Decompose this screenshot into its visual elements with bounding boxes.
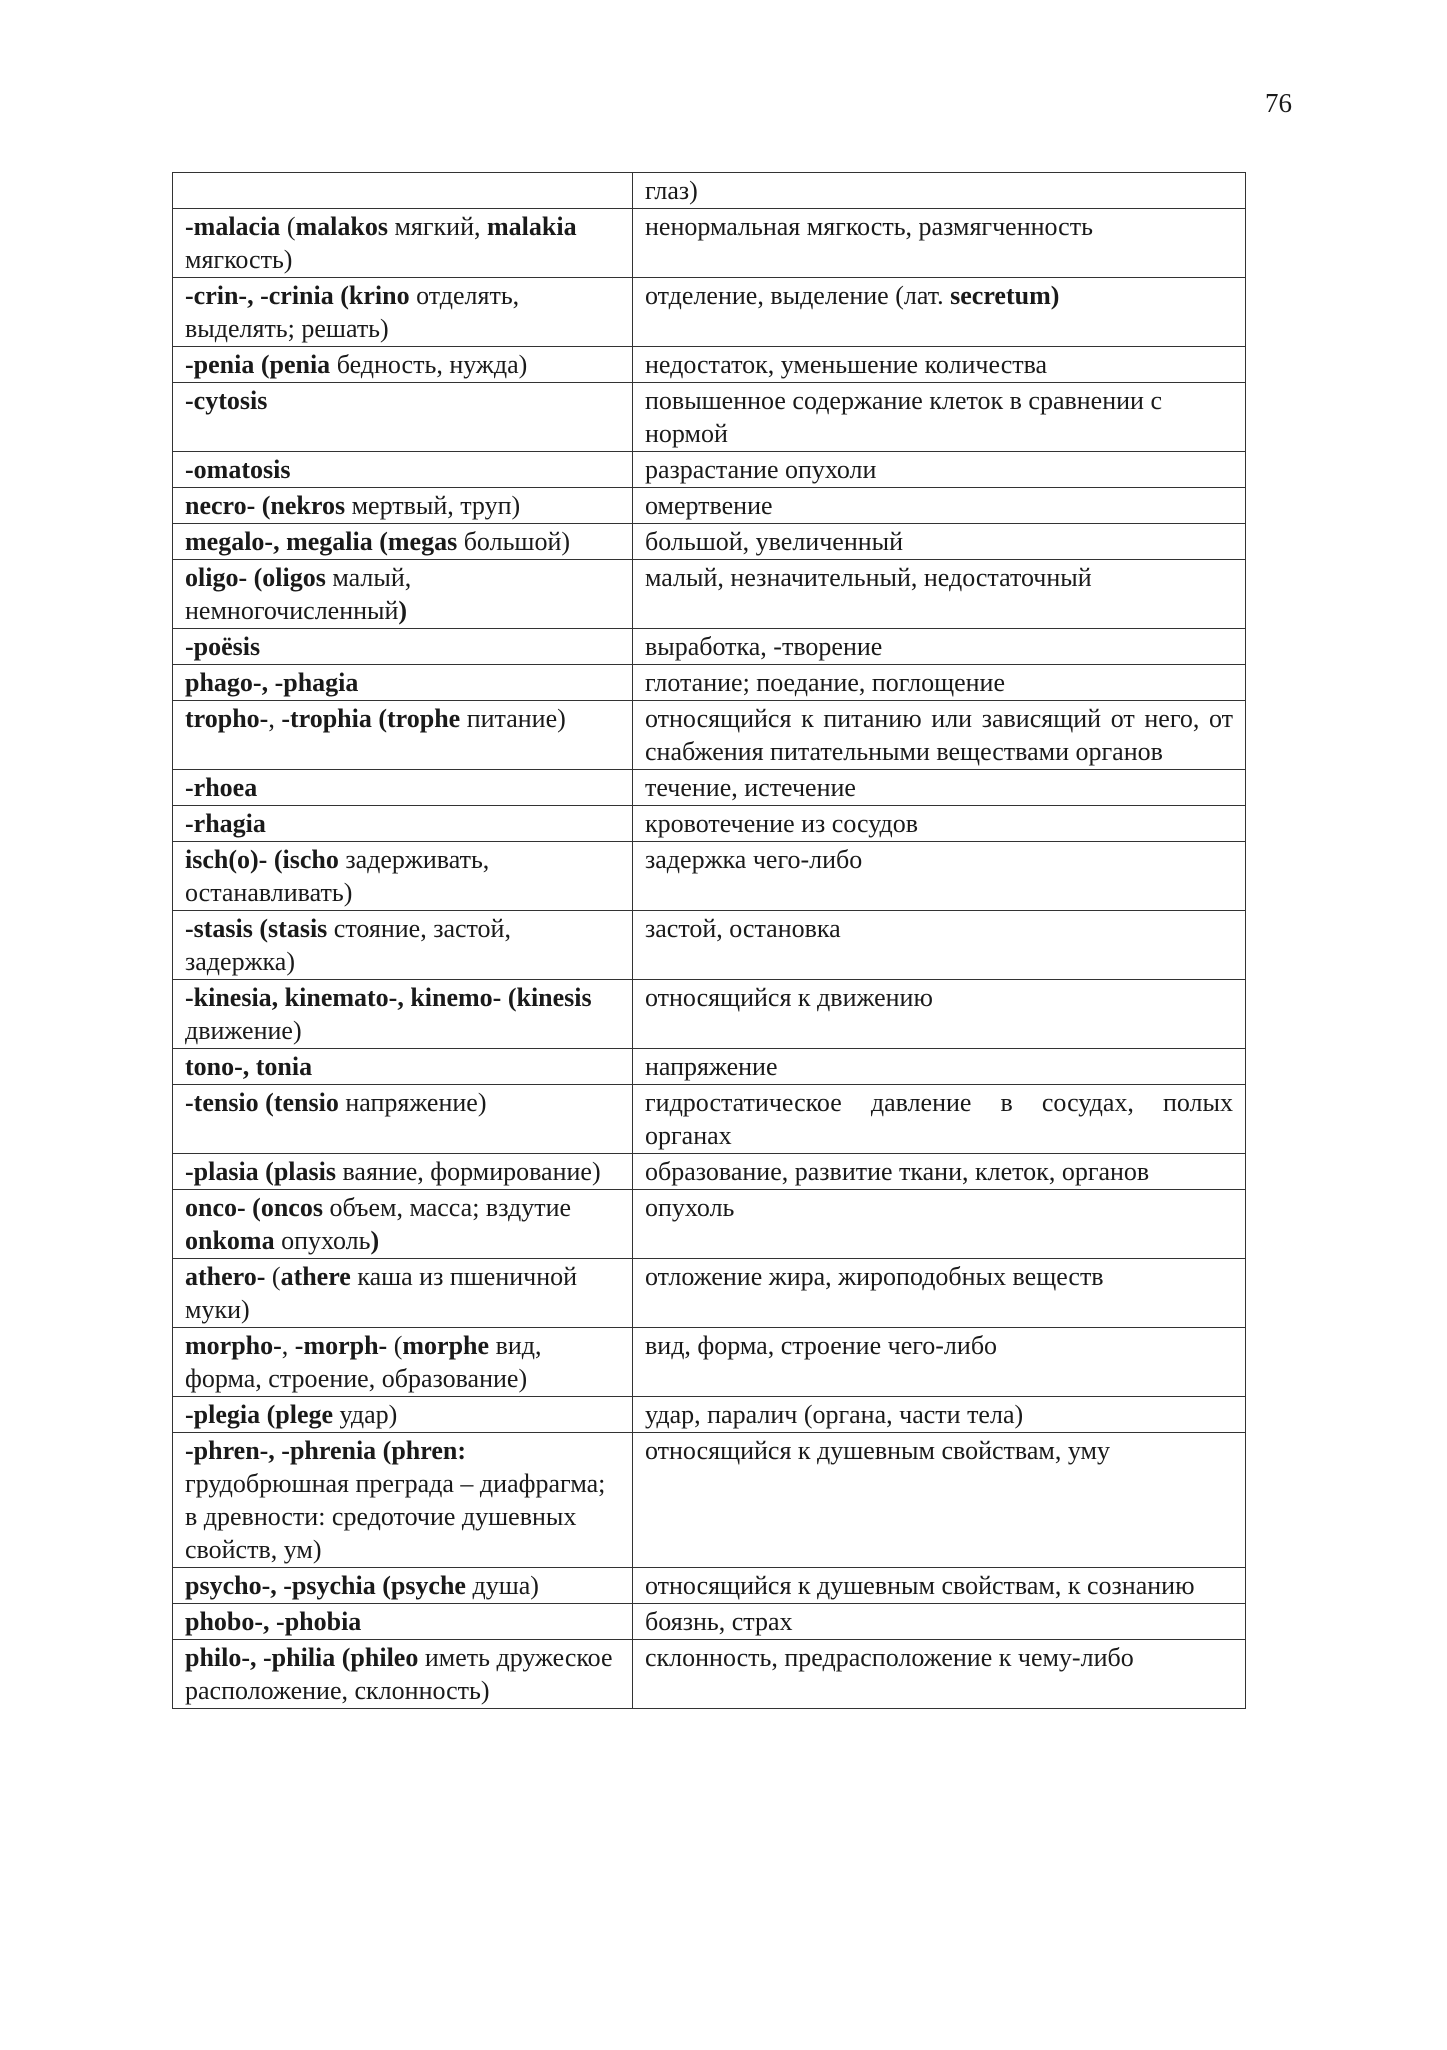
bold-text-segment: tono-, tonia [185, 1052, 313, 1081]
table-row [173, 1049, 1246, 1085]
meaning-cell [633, 347, 1246, 383]
text-segment: задержка чего-либо [645, 845, 863, 874]
text-segment: глотание; поедание, поглощение [645, 668, 1006, 697]
table-row [173, 560, 1246, 629]
term-cell [173, 560, 633, 629]
bold-text-segment: -tensio (tensio [185, 1088, 339, 1117]
bold-text-segment: malakos [295, 212, 388, 241]
text-segment: питание) [460, 704, 566, 733]
text-segment: отделять, выделять; решать) [185, 281, 520, 343]
text-segment: мягкий, [387, 212, 487, 241]
table-row [173, 173, 1246, 209]
meaning-cell [633, 1085, 1246, 1154]
bold-text-segment: athero- [185, 1262, 266, 1291]
table-row [173, 1433, 1246, 1568]
meaning-cell [633, 1604, 1246, 1640]
term-cell [173, 1190, 633, 1259]
meaning-cell [633, 173, 1246, 209]
term-cell [173, 1328, 633, 1397]
bold-text-segment: -plegia (plege [185, 1400, 334, 1429]
text-segment: стояние, застой, задержка) [185, 914, 511, 976]
bold-text-segment: -poësis [185, 632, 261, 661]
bold-text-segment: -rhagia [185, 809, 266, 838]
bold-text-segment: morpho- [185, 1331, 282, 1360]
term-cell [173, 278, 633, 347]
meaning-cell [633, 980, 1246, 1049]
term-cell [173, 770, 633, 806]
term-cell [173, 173, 633, 209]
text-segment: малый, незначительный, недостаточный [645, 563, 1092, 592]
bold-text-segment: -phren-, -phrenia (phren: [185, 1436, 466, 1465]
text-segment: образование, развитие ткани, клеток, органов [645, 1157, 1150, 1186]
table-row [173, 842, 1246, 911]
table-row [173, 1190, 1246, 1259]
table-row [173, 665, 1246, 701]
table-row [173, 770, 1246, 806]
meaning-cell [633, 770, 1246, 806]
text-segment: ваяние, формирование) [336, 1157, 601, 1186]
bold-text-segment: isch(o)- (ischo [185, 845, 339, 874]
text-segment: относящийся к душевным свойствам, уму [645, 1436, 1110, 1465]
term-cell [173, 347, 633, 383]
term-cell [173, 488, 633, 524]
text-segment: ( [387, 1331, 403, 1360]
term-cell [173, 1085, 633, 1154]
text-segment: , [268, 704, 282, 733]
term-cell [173, 1604, 633, 1640]
meaning-cell [633, 1049, 1246, 1085]
text-segment: гидростатическое давление в сосудах, полых органах [645, 1088, 1233, 1150]
text-segment: кровотечение из сосудов [645, 809, 919, 838]
text-segment: омертвение [645, 491, 773, 520]
meaning-cell [633, 701, 1246, 770]
text-segment: малый, немногочисленный [185, 563, 412, 625]
text-segment: течение, истечение [645, 773, 856, 802]
text-segment: относящийся к движению [645, 983, 933, 1012]
text-segment: объем, масса; вздутие [322, 1193, 572, 1222]
text-segment: отложение жира, жироподобных веществ [645, 1262, 1104, 1291]
bold-text-segment: -plasia (plasis [185, 1157, 336, 1186]
meaning-cell [633, 1328, 1246, 1397]
meaning-cell [633, 278, 1246, 347]
meaning-cell [633, 1154, 1246, 1190]
text-segment: склонность, предрасположение к чему-либо [645, 1643, 1134, 1672]
term-cell [173, 1154, 633, 1190]
term-cell [173, 701, 633, 770]
text-segment: опухоль [274, 1226, 371, 1255]
bold-text-segment: -kinesia, kinemato-, kinemo- (kinesis [185, 983, 592, 1012]
term-cell [173, 1568, 633, 1604]
text-segment: ненормальная мягкость, размягченность [645, 212, 1093, 241]
text-segment: напряжение) [338, 1088, 487, 1117]
term-cell [173, 209, 633, 278]
table-row [173, 278, 1246, 347]
table-row [173, 209, 1246, 278]
term-cell [173, 980, 633, 1049]
bold-text-segment: phobo-, -phobia [185, 1607, 362, 1636]
text-segment: отделение, выделение (лат. [645, 281, 951, 310]
term-cell [173, 452, 633, 488]
text-segment: недостаток, уменьшение количества [645, 350, 1048, 379]
text-segment: вид, форма, строение, образование) [185, 1331, 542, 1393]
text-segment: грудобрюшная преграда – диафрагма; в древности: средоточие душевных свойств, ум) [185, 1469, 606, 1564]
meaning-cell [633, 383, 1246, 452]
bold-text-segment: megalo-, megalia (megas [185, 527, 458, 556]
text-segment: выработка, -творение [645, 632, 883, 661]
text-segment: повышенное содержание клеток в сравнении с нормой [645, 386, 1163, 448]
term-cell [173, 665, 633, 701]
bold-text-segment: -penia (penia [185, 350, 331, 379]
table-row [173, 1259, 1246, 1328]
bold-text-segment: -trophia (trophe [281, 704, 461, 733]
table-row [173, 629, 1246, 665]
bold-text-segment: oligo- (oligos [185, 563, 326, 592]
meaning-cell [633, 1640, 1246, 1709]
term-cell [173, 1433, 633, 1568]
table-row [173, 1154, 1246, 1190]
bold-text-segment: -cytosis [185, 386, 268, 415]
table-row [173, 1640, 1246, 1709]
text-segment: движение) [185, 1016, 302, 1045]
meaning-cell [633, 452, 1246, 488]
text-segment: задерживать, останавливать) [185, 845, 490, 907]
text-segment: мертвый, труп) [345, 491, 521, 520]
term-cell [173, 1259, 633, 1328]
table-row [173, 911, 1246, 980]
table-row [173, 701, 1246, 770]
page-number: 76 [1265, 88, 1292, 118]
table-row [173, 1397, 1246, 1433]
table-body [173, 173, 1246, 1709]
text-segment: каша из пшеничной муки) [185, 1262, 578, 1324]
bold-text-segment: -crin-, -crinia (krino [185, 281, 410, 310]
bold-text-segment: philo-, -philia (phileo [185, 1643, 419, 1672]
meaning-cell [633, 524, 1246, 560]
bold-text-segment: onco- (oncos [185, 1193, 323, 1222]
table-row [173, 1604, 1246, 1640]
term-cell [173, 1049, 633, 1085]
text-segment: вид, форма, строение чего-либо [645, 1331, 998, 1360]
table-row [173, 383, 1246, 452]
text-segment: бедность, нужда) [330, 350, 528, 379]
table-row [173, 806, 1246, 842]
table-row [173, 1568, 1246, 1604]
bold-text-segment: -morph- [294, 1331, 388, 1360]
bold-text-segment: necro- (nekros [185, 491, 346, 520]
term-cell [173, 1397, 633, 1433]
meaning-cell [633, 488, 1246, 524]
meaning-cell [633, 1568, 1246, 1604]
bold-text-segment: -rhoea [185, 773, 258, 802]
table-row [173, 524, 1246, 560]
text-segment: относящийся к душевным свойствам, к сознанию [645, 1571, 1195, 1600]
meaning-cell [633, 560, 1246, 629]
table-row [173, 488, 1246, 524]
text-segment: душа) [465, 1571, 539, 1600]
text-segment: большой) [457, 527, 571, 556]
bold-text-segment: -stasis (stasis [185, 914, 328, 943]
bold-text-segment: psycho-, -psychia (psyche [185, 1571, 466, 1600]
meaning-cell [633, 842, 1246, 911]
bold-text-segment: malakia [487, 212, 577, 241]
bold-text-segment: -malacia [185, 212, 281, 241]
meaning-cell [633, 1397, 1246, 1433]
terminology-table [172, 172, 1246, 1709]
bold-text-segment: phago-, -phagia [185, 668, 359, 697]
term-cell [173, 911, 633, 980]
meaning-cell [633, 665, 1246, 701]
text-segment: удар) [333, 1400, 398, 1429]
bold-text-segment: athere [280, 1262, 351, 1291]
text-segment: ( [265, 1262, 281, 1291]
meaning-cell [633, 806, 1246, 842]
text-segment: удар, паралич (органа, части тела) [645, 1400, 1024, 1429]
table-row [173, 347, 1246, 383]
meaning-cell [633, 1259, 1246, 1328]
bold-text-segment: ) [370, 1226, 380, 1255]
table-row [173, 452, 1246, 488]
text-segment: застой, остановка [645, 914, 841, 943]
term-cell [173, 629, 633, 665]
table-row [173, 980, 1246, 1049]
bold-text-segment: secretum) [950, 281, 1060, 310]
term-cell [173, 1640, 633, 1709]
text-segment: опухоль [645, 1193, 735, 1222]
term-cell [173, 842, 633, 911]
bold-text-segment: ) [398, 596, 408, 625]
table-row [173, 1328, 1246, 1397]
term-cell [173, 806, 633, 842]
meaning-cell [633, 1190, 1246, 1259]
text-segment: глаз) [645, 176, 698, 205]
text-segment: относящийся к питанию или зависящий от него, от снабжения питательными веществами органов [645, 704, 1233, 766]
text-segment: иметь дружеское расположение, склонность) [185, 1643, 613, 1705]
meaning-cell [633, 1433, 1246, 1568]
text-segment: напряжение [645, 1052, 778, 1081]
bold-text-segment: onkoma [185, 1226, 275, 1255]
bold-text-segment: morphe [402, 1331, 490, 1360]
table-row [173, 1085, 1246, 1154]
meaning-cell [633, 209, 1246, 278]
meaning-cell [633, 911, 1246, 980]
text-segment: большой, увеличенный [645, 527, 904, 556]
term-cell [173, 524, 633, 560]
text-segment: боязнь, страх [645, 1607, 793, 1636]
text-segment: ( [280, 212, 296, 241]
bold-text-segment: -omatosis [185, 455, 291, 484]
text-segment: разрастание опухоли [645, 455, 877, 484]
text-segment: , [281, 1331, 295, 1360]
meaning-cell [633, 629, 1246, 665]
term-cell [173, 383, 633, 452]
bold-text-segment: tropho- [185, 704, 269, 733]
text-segment: мягкость) [185, 245, 293, 274]
